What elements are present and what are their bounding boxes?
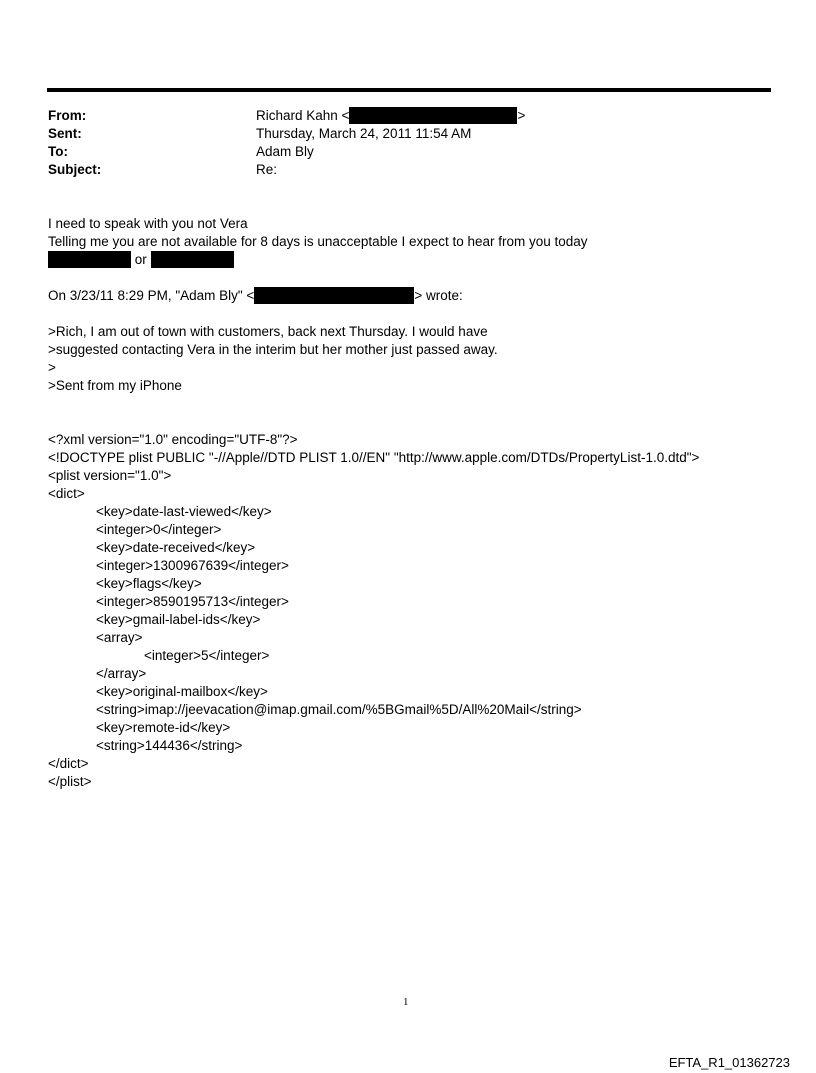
to-label: To: — [48, 144, 68, 159]
plist-line: <!DOCTYPE plist PUBLIC "-//Apple//DTD PLIST 1.0//EN" "http://www.apple.com/DTDs/PropertyList-1.0.dtd"> — [48, 450, 700, 465]
plist-line: <key>original-mailbox</key> — [96, 684, 268, 699]
from-label: From: — [48, 108, 87, 123]
subject-value: Re: — [256, 162, 278, 177]
redaction-box — [48, 251, 131, 268]
plist-line: <integer>0</integer> — [96, 522, 222, 537]
plist-line: <key>date-received</key> — [96, 540, 256, 555]
to-value: Adam Bly — [256, 144, 314, 159]
plist-line: <?xml version="1.0" encoding="UTF-8"?> — [48, 432, 298, 447]
redaction-box — [254, 287, 414, 304]
header-rule — [47, 88, 771, 92]
from-name: Richard Kahn < — [256, 108, 350, 123]
quoted-line: > — [48, 360, 56, 375]
plist-line: <key>remote-id</key> — [96, 720, 231, 735]
body-line-redacted — [48, 251, 234, 269]
plist-line: <string>imap://jeevacation@imap.gmail.com/%5BGmail%5D/All%20Mail</string> — [96, 702, 582, 717]
plist-line: <array> — [96, 630, 143, 645]
plist-line: <string>144436</string> — [96, 738, 243, 753]
body-line: Telling me you are not available for 8 days is unacceptable I expect to hear from you today — [48, 234, 588, 249]
plist-line: <key>gmail-label-ids</key> — [96, 612, 261, 627]
plist-line: <integer>1300967639</integer> — [96, 558, 289, 573]
body-line: I need to speak with you not Vera — [48, 216, 248, 231]
quote-intro-end: > wrote: — [414, 288, 463, 303]
quoted-line: >suggested contacting Vera in the interim but her mother just passed away. — [48, 342, 498, 357]
plist-line: </array> — [96, 666, 147, 681]
from-close: > — [517, 108, 526, 123]
subject-label: Subject: — [48, 162, 102, 177]
plist-line: <key>date-last-viewed</key> — [96, 504, 272, 519]
plist-line: <dict> — [48, 486, 85, 501]
redaction-box — [151, 251, 234, 268]
sent-value: Thursday, March 24, 2011 11:54 AM — [256, 126, 472, 141]
plist-line: </plist> — [48, 774, 92, 789]
redaction-box — [349, 107, 517, 124]
quoted-line: >Sent from my iPhone — [48, 378, 182, 393]
plist-line: <integer>5</integer> — [144, 648, 270, 663]
document-id: EFTA_R1_01362723 — [668, 1055, 790, 1070]
plist-line: <integer>8590195713</integer> — [96, 594, 289, 609]
page-number: 1 — [403, 996, 409, 1008]
quoted-line: >Rich, I am out of town with customers, back next Thursday. I would have — [48, 324, 488, 339]
sent-label: Sent: — [48, 126, 82, 141]
plist-line: </dict> — [48, 756, 89, 771]
plist-line: <key>flags</key> — [96, 576, 202, 591]
plist-line: <plist version="1.0"> — [48, 468, 172, 483]
or-text: or — [134, 252, 147, 267]
quote-intro — [48, 287, 463, 305]
from-value — [256, 107, 525, 125]
quote-intro-start: On 3/23/11 8:29 PM, "Adam Bly" < — [48, 288, 255, 303]
